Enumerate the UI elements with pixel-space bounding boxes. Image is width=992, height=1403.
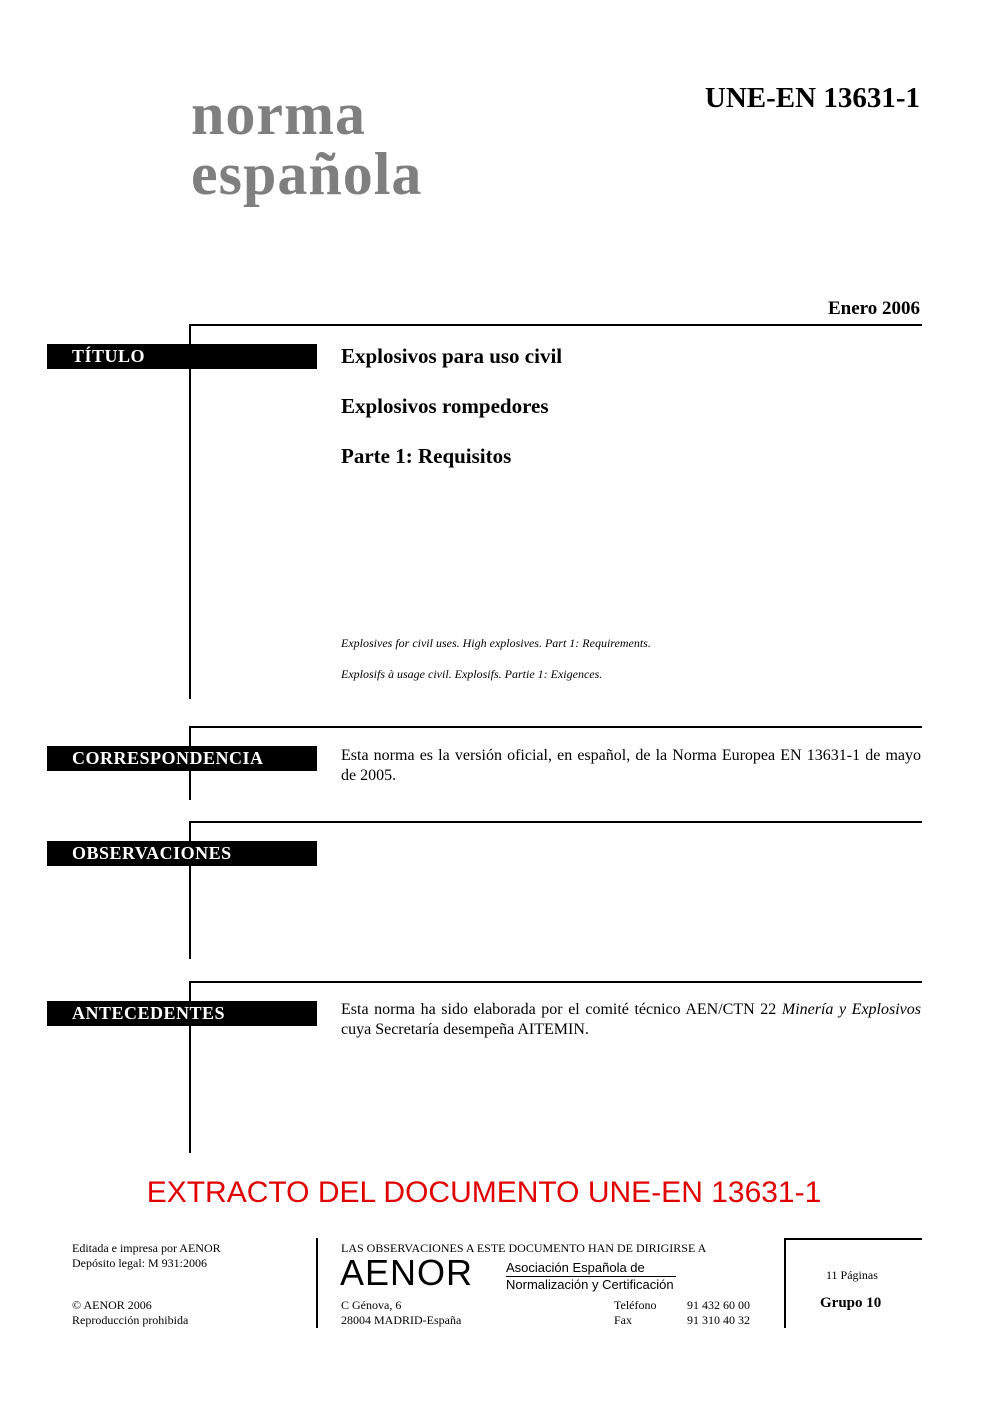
aenor-logo-subtitle-2: Normalización y Certificación bbox=[506, 1277, 674, 1292]
footer-phone: 91 432 60 00 bbox=[687, 1298, 750, 1312]
document-date: Enero 2006 bbox=[827, 298, 920, 319]
footer-reproduction: Reproducción prohibida bbox=[72, 1313, 189, 1327]
correspondencia-text: Esta norma es la versión oficial, en español, de la Norma Europea EN 13631-1 de mayo de 2005. bbox=[341, 747, 921, 784]
footer-edition: Editada e impresa por AENOR bbox=[72, 1241, 221, 1255]
label-antecedentes: ANTECEDENTES bbox=[47, 1001, 317, 1026]
footer-legal-deposit: Depósito legal: M 931:2006 bbox=[72, 1256, 207, 1270]
footer-divider-left bbox=[316, 1238, 318, 1328]
title-line-1: Explosivos para uso civil bbox=[341, 344, 563, 368]
aenor-logo: AENOR bbox=[340, 1252, 474, 1293]
document-number: UNE-EN 13631-1 bbox=[704, 82, 920, 114]
footer-phone-label: Teléfono bbox=[614, 1298, 657, 1312]
section-divider-antecedentes bbox=[189, 981, 922, 983]
section-divider-observaciones bbox=[189, 821, 922, 823]
footer-fax-label: Fax bbox=[614, 1313, 632, 1327]
footer-fax: 91 310 40 32 bbox=[687, 1313, 750, 1327]
label-titulo: TÍTULO bbox=[47, 344, 317, 369]
english-title: Explosives for civil uses. High explosives. Part 1: Requirements. bbox=[341, 636, 651, 650]
committee-name: Minería y Explosivos bbox=[781, 1001, 921, 1018]
section-divider-titulo bbox=[189, 324, 922, 326]
page-count: 11 Páginas bbox=[826, 1268, 878, 1282]
french-title: Explosifs à usage civil. Explosifs. Partie 1: Exigences. bbox=[341, 667, 603, 681]
footer-box-top bbox=[784, 1238, 922, 1240]
section-divider-correspondencia bbox=[189, 726, 922, 728]
section-rule-titulo bbox=[189, 324, 191, 699]
brand-norma: norma bbox=[191, 81, 366, 147]
footer-copyright: © AENOR 2006 bbox=[72, 1298, 152, 1312]
footer-address-street: C Génova, 6 bbox=[341, 1298, 402, 1312]
extract-notice: EXTRACTO DEL DOCUMENTO UNE-EN 13631-1 bbox=[146, 1176, 822, 1209]
title-line-2: Explosivos rompedores bbox=[341, 394, 549, 418]
aenor-logo-subtitle-1: Asociación Española de bbox=[506, 1260, 645, 1275]
footer-notice: LAS OBSERVACIONES A ESTE DOCUMENTO HAN DE DIRIGIRSE A bbox=[341, 1241, 707, 1255]
footer-address-city: 28004 MADRID-España bbox=[341, 1313, 462, 1327]
label-observaciones: OBSERVACIONES bbox=[47, 841, 317, 866]
label-correspondencia: CORRESPONDENCIA bbox=[47, 746, 317, 771]
brand-espanola: española bbox=[191, 141, 423, 207]
price-group: Grupo 10 bbox=[820, 1295, 882, 1311]
title-line-3: Parte 1: Requisitos bbox=[341, 444, 512, 468]
antecedentes-text: Esta norma ha sido elaborada por el comité técnico AEN/CTN 22 Minería y Explosivos cuya Secretaría desempeña AITEMIN. bbox=[341, 1001, 921, 1038]
footer-box-left bbox=[784, 1238, 786, 1328]
